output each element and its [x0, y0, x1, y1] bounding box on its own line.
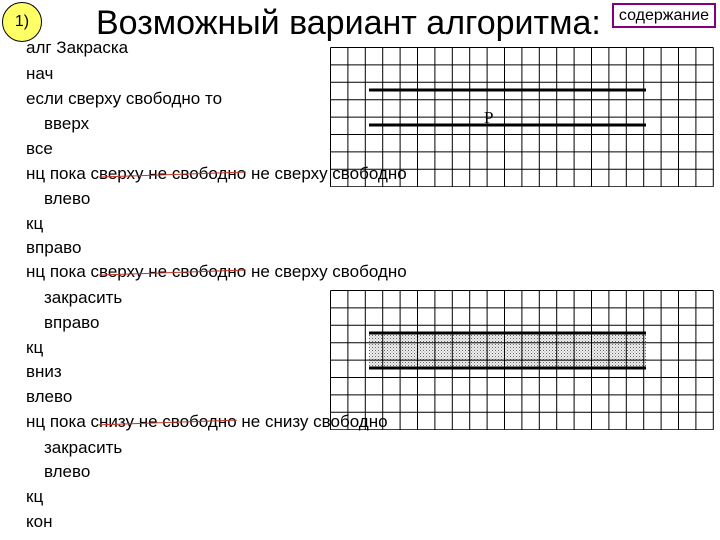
- code-text: не сверху свободно: [246, 164, 407, 183]
- struck-text: низу не свободно: [99, 412, 237, 431]
- slide-title: Возможный вариант алгоритма:: [96, 4, 601, 42]
- slide-number-badge: 1): [2, 2, 42, 42]
- contents-button[interactable]: содержание: [612, 3, 716, 28]
- code-line: кц: [26, 338, 44, 357]
- struck-text: верху не свободно: [99, 262, 247, 281]
- code-line: закрасить: [44, 288, 123, 307]
- painted-cells: [369, 334, 646, 367]
- code-line: вверх: [44, 114, 90, 133]
- code-text: не снизу свободно: [236, 412, 388, 431]
- code-line: кц: [26, 487, 44, 506]
- struck-text: верху не свободно: [99, 164, 247, 183]
- code-text: не сверху свободно: [246, 262, 407, 281]
- robot-marker: Р: [484, 108, 494, 127]
- code-line: кц: [26, 214, 44, 233]
- code-line: кон: [26, 512, 53, 531]
- code-line: алг Закраска: [26, 38, 129, 57]
- code-line: если сверху свободно то: [26, 89, 223, 108]
- code-line: нач: [26, 64, 54, 83]
- code-text: нц пока с: [26, 262, 99, 281]
- code-line: вправо: [26, 238, 82, 257]
- robot-field-initial: [330, 47, 720, 187]
- code-line: вправо: [44, 313, 100, 332]
- code-line: закрасить: [44, 438, 123, 457]
- code-text: нц пока с: [26, 164, 99, 183]
- code-line: влево: [44, 462, 91, 481]
- robot-field-result: [330, 290, 720, 430]
- code-text: нц пока с: [26, 412, 99, 431]
- code-line: [26, 260, 407, 284]
- code-line: влево: [44, 189, 91, 208]
- code-line: все: [26, 139, 53, 158]
- code-line: вниз: [26, 362, 62, 381]
- code-line: влево: [26, 387, 73, 406]
